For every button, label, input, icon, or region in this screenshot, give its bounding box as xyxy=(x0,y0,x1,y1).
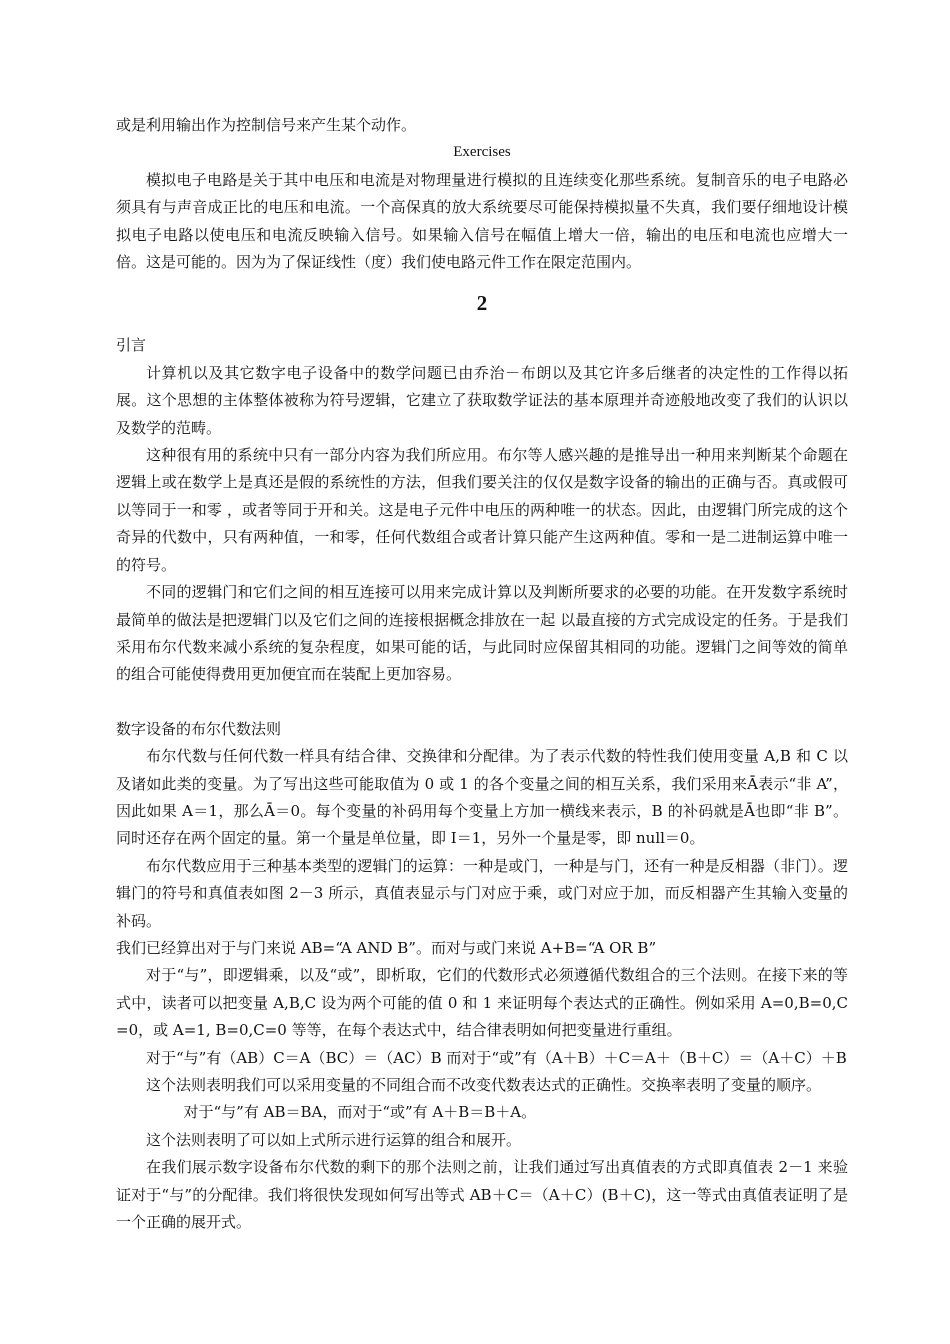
paragraph-analog-circuits: 模拟电子电路是关于其中电压和电流是对物理量进行模拟的且连续变化那些系统。复制音乐的电子电路必须具有与声音成正比的电压和电流。一个高保真的放大系统要尽可能保持模拟量不失真，我们要仔细地设计模拟电子电路以使电压和电流反映输入信号。如果输入信号在幅值上增大一倍，输出的电压和电流也应增大一倍。这是可能的。因为为了保证线性（度）我们使电路元件工作在限定范围内。 xyxy=(116,170,848,272)
paragraph-intro-3: 不同的逻辑门和它们之间的相互连接可以用来完成计算以及判断所要求的必要的功能。在开发数字系统时最简单的做法是把逻辑门以及它们之间的连接根据概念排放在一起 以最直接的方式完成设定的任务。于是我们采用布尔代数来减小系统的复杂程度，如果可能的话，与此同时应保留其相同的功能。逻辑门之间等效的简单的组合可能使得费用更加便宜而在装配上更加容易。 xyxy=(116,583,848,684)
paragraph-distributive-law: 在我们展示数字设备布尔代数的剩下的那个法则之前，让我们通过写出真值表的方式即真值表 2－1 来验证对于“与”的分配律。我们将很快发现如何写出等式 AB＋C＝（A＋C）(B＋C)，这一等式由真值表证明了是一个正确的展开式。 xyxy=(116,1158,848,1232)
paragraph-and-or-definition: 我们已经算出对于与门来说 AB=“A AND B”。而对与或门来说 A+B=“A OR B” xyxy=(116,938,657,957)
section-gap xyxy=(116,689,848,716)
paragraph-expansion-note: 这个法则表明了可以如上式所示进行运算的组合和展开。 xyxy=(146,1130,522,1149)
paragraph-intro-2: 这种很有用的系统中只有一部分内容为我们所应用。布尔等人感兴趣的是推导出一种用来判断某个命题在逻辑上或在数学上是真还是假的系统性的方法，但我们要关注的仅仅是数字设备的输出的正确与否。真或假可以等同于一和零 ，或者等同于开和关。这是电子元件中电压的两种唯一的状态。因此，由逻辑门所完成的这个奇异的代数中，只有两种值，一和零，任何代数组合或者计算只能产生这两种值。零和一是二进制运算中唯一的符号。 xyxy=(116,446,848,574)
paragraph-intro-1: 计算机以及其它数字电子设备中的数学问题已由乔治－布朗以及其它许多后继者的决定性的工作得以拓展。这个思想的主体整体被称为符号逻辑，它建立了获取数学证法的基本原理并奇迹般地改变了我们的认识以及数学的范畴。 xyxy=(116,363,848,437)
paragraph-boolean-2: 布尔代数应用于三种基本类型的逻辑门的运算：一种是或门，一种是与门，还有一种是反相器（非门）。逻辑门的符号和真值表如图 2－3 所示，真值表显示与门对应于乘，或门对应于加，而反相器产生其输入变量的补码。 xyxy=(116,856,848,930)
exercises-heading: Exercises xyxy=(453,144,511,161)
paragraph-commutative-intro: 这个法则表明我们可以采用变量的不同组合而不改变代数表达式的正确性。交换率表明了变量的顺序。 xyxy=(146,1076,822,1094)
paragraph-associative-law: 对于“与”有（AB）C＝A（BC）＝（AC）B 而对于“或”有（A＋B）＋C＝A＋（B＋C）＝（A＋C）＋B xyxy=(146,1048,847,1067)
paragraph-continuation: 或是利用输出作为控制信号来产生某个动作。 xyxy=(116,116,417,134)
paragraph-boolean-1: 布尔代数与任何代数一样具有结合律、交换律和分配律。为了表示代数的特性我们使用变量 A,B 和 C 以及诸如此类的变量。为了写出这些可能取值为 0 或 1 的各个变量之间的相互关系，我们采用来Ā表示“非 A”，因此如果 A＝1，那么Ā＝0。每个变量的补码用每个变量上方加一横线来表示，B 的补码就是Ā也即“非 B”。同时还存在两个固定的量。第一个量是单位量，即 I＝1，另外一个量是零，即 null＝0。 xyxy=(116,747,848,848)
section-heading-boolean: 数字设备的布尔代数法则 xyxy=(116,719,282,738)
paragraph-commutative-law: 对于“与”有 AB＝BA，而对于“或”有 A＋B＝B＋A。 xyxy=(183,1103,537,1122)
section-heading-intro: 引言 xyxy=(116,336,147,355)
chapter-number: 2 xyxy=(476,291,488,316)
paragraph-laws-intro: 对于“与”，即逻辑乘，以及“或”，即析取，它们的代数形式必须遵循代数组合的三个法则。在接下来的等式中，读者可以把变量 A,B,C 设为两个可能的值 0 和 1 来证明每个表达式的正确性。例如采用 A=0,B=0,C=0，或 A=1, B=0,C=0 等等，在每个表达式中，结合律表明如何把变量进行重组。 xyxy=(116,966,848,1040)
document-page xyxy=(116,112,848,1236)
